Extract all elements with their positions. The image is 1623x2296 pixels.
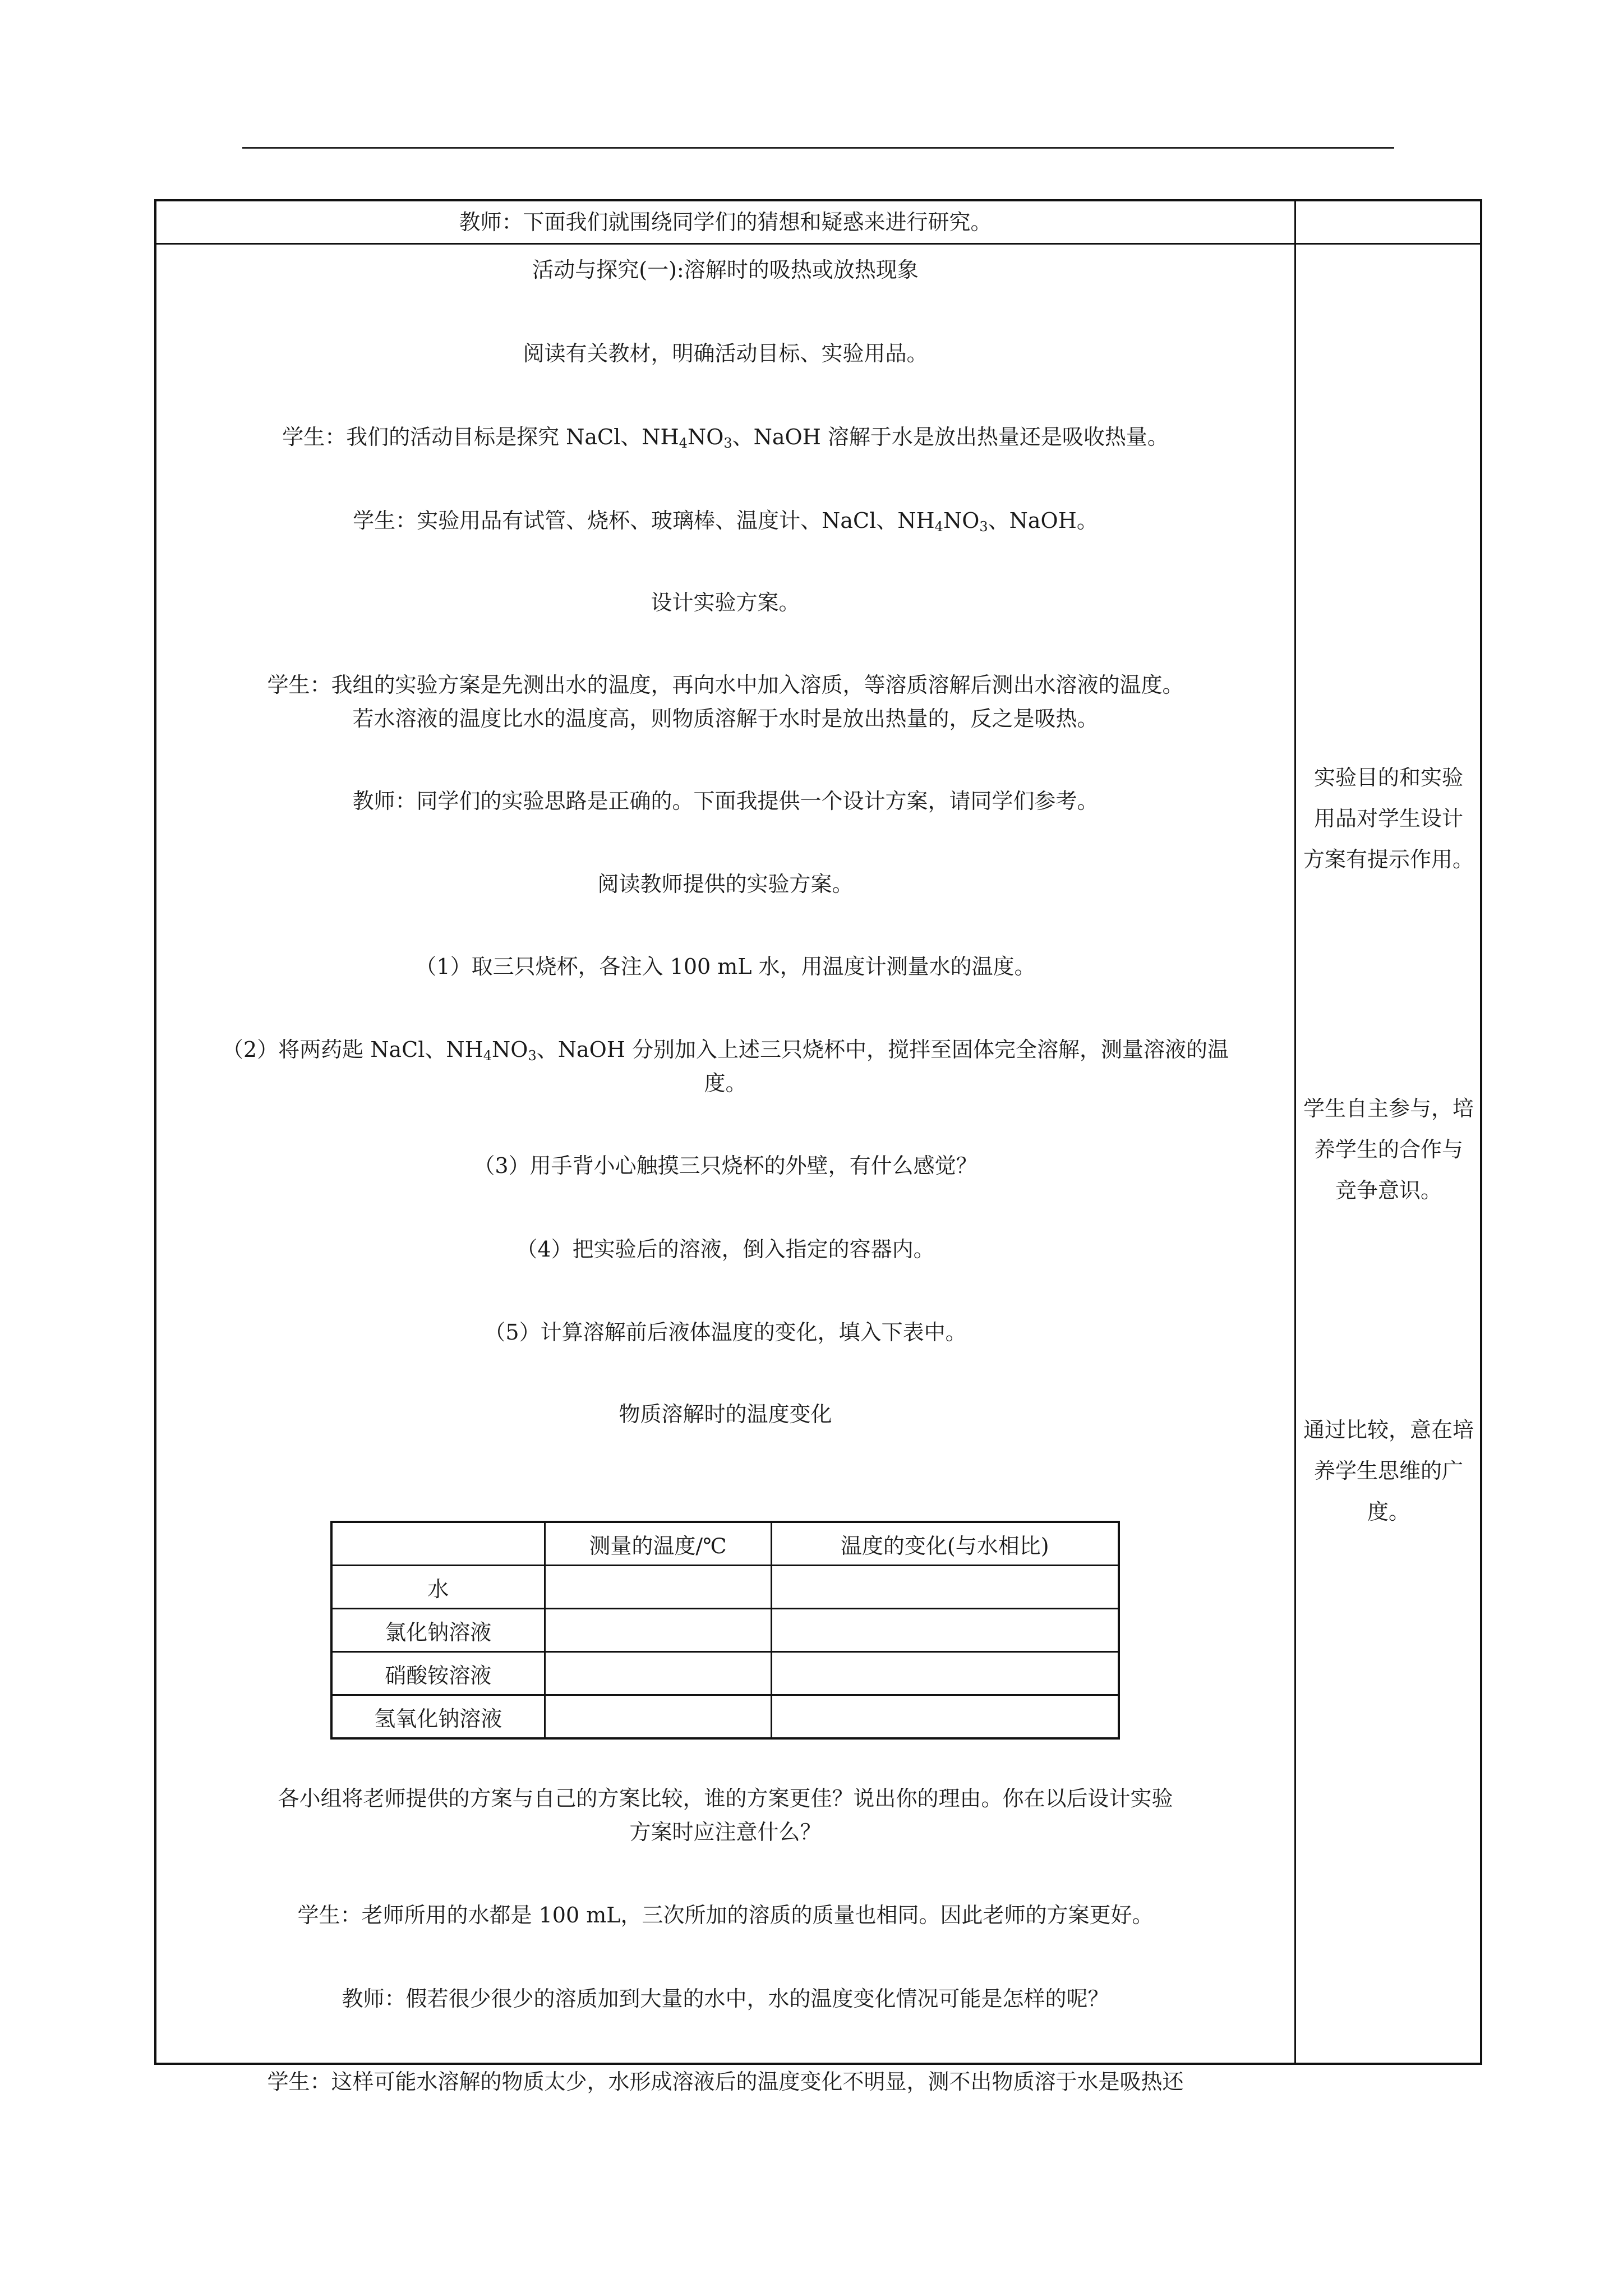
teacher-comment: 教师：同学们的实验思路是正确的。下面我提供一个设计方案，请同学们参考。 [352, 789, 1099, 813]
empty-cell [545, 1695, 771, 1739]
step-2-line2: 度。 [704, 1071, 747, 1096]
step-4: （4）把实验后的溶液，倒入指定的容器内。 [516, 1237, 935, 1262]
table-title: 物质溶解时的温度变化 [619, 1402, 832, 1427]
temperature-table [330, 1521, 1120, 1740]
student-plan-line1: 学生：我组的实验方案是先测出水的温度，再向水中加入溶质，等溶质溶解后测出水溶液的温度。 [267, 673, 1184, 697]
header-rule [242, 147, 1394, 149]
empty-cell [545, 1566, 771, 1609]
table-row [331, 1695, 1119, 1739]
teacher-intro: 教师：下面我们就围绕同学们的猜想和疑惑来进行研究。 [459, 210, 992, 234]
step-5: （5）计算溶解前后液体温度的变化，填入下表中。 [484, 1320, 967, 1345]
row-label: 氯化钠溶液 [331, 1609, 545, 1652]
table-header-row [331, 1522, 1119, 1566]
empty-cell [545, 1609, 771, 1652]
table-header-cell: 测量的温度/℃ [545, 1522, 771, 1566]
read-teacher-plan: 阅读教师提供的实验方案。 [597, 872, 854, 896]
student-answer: 学生：老师所用的水都是 100 mL，三次所加的溶质的质量也相同。因此老师的方案更好。 [297, 1903, 1154, 1927]
design-plan: 设计实验方案。 [651, 590, 800, 615]
empty-cell [771, 1609, 1119, 1652]
empty-cell [771, 1695, 1119, 1739]
table-row [331, 1566, 1119, 1609]
row-label: 氢氧化钠溶液 [331, 1695, 545, 1739]
row-label: 硝酸铵溶液 [331, 1652, 545, 1695]
row-label: 水 [331, 1566, 545, 1609]
empty-cell [771, 1566, 1119, 1609]
read-materials: 阅读有关教材，明确活动目标、实验用品。 [523, 341, 928, 366]
student-answer-2: 学生：这样可能水溶解的物质太少，水形成溶液后的温度变化不明显，测不出物质溶于水是吸热还 [267, 2069, 1184, 2094]
table-row [331, 1652, 1119, 1695]
step-2-line1: （2）将两药匙 NaCl、$NH_4NO_3$、NaOH 分别加入上述三只烧杯中，搅拌至固体完全溶解，测量溶液的温 [222, 1037, 1229, 1064]
student-goal: 学生：我们的活动目标是探究 NaCl、$NH_4NO_3$、NaOH 溶解于水是放出热量还是吸收热量。 [282, 425, 1169, 451]
row-divider [156, 243, 1480, 245]
student-plan-line2: 若水溶液的温度比水的温度高，则物质溶解于水时是放出热量的，反之是吸热。 [352, 706, 1099, 731]
lesson-table: 教师：下面我们就围绕同学们的猜想和疑惑来进行研究。 活动与探究(一):溶解时的吸热或放热现象 阅读有关教材，明确活动目标、实验用品。 学生：我们的活动目标是探究 NaCl、$NH_4NO_3$、NaOH 溶解于水是放出热量还是吸收热量。 学生：实验用品有试管、烧杯、玻璃棒、温度计、NaCl、$NH_4NO_3$、NaOH。 设计实验方案。 学生：我组的实验方案是先测出水的温度，再向水中加入溶质，等溶质溶解后测出水溶液的温度。 若水溶液的温度比水的温度高，则物质溶解于水时是放出热量的，反之是吸热。 教师：同学们的实验思路是正确的。下面我提供一个设计方案，请同学们参考。 阅读教师提供的实验方案。 （1）取三只烧杯，各注入 100 mL 水，用温度计测量水的温度。 （2）将两药匙 NaCl、$NH_4NO_3$、NaOH 分别加入上述三只烧杯中，搅拌至固体完全溶解，测量溶液的温 度。 （3）用手背小心触摸三只烧杯的外壁，有什么感觉？ （4）把实验后的溶液，倒入指定的容器内。 （5）计算溶解前后液体温度的变化，填入下表中。 物质溶解时的温度变化 测量的温度/℃ 温度的变化(与水相比) 水 氯化钠溶液 硝酸铵溶液 氢氧化钠溶液 各小组将老师提供的方案与自己的方案比较，谁的方案更佳？说出你的理由。你在以后设计实验 方案时应注意什么？ 学生：老师所用的水都是 100 mL，三次所加的溶质的质量也相同。因此老师的方案更好。 教师：假若很少很少的溶质加到大量的水中，水的温度变化情况可能是怎样的呢？ 学生：这样可能水溶解的物质太少，水形成溶液后的温度变化不明显，测不出物质溶于水是吸热还 实验目的和实验 用品对学生设计 方案有提示作用。 学生自主参与，培 养学生的合作与 竞争意识。 通过比较，意在培 养学生思维的广 度。 [154, 199, 1482, 2065]
table-header-cell [331, 1522, 545, 1566]
student-materials: 学生：实验用品有试管、烧杯、玻璃棒、温度计、NaCl、$NH_4NO_3$、NaOH。 [353, 508, 1098, 535]
compare-line1: 各小组将老师提供的方案与自己的方案比较，谁的方案更佳？说出你的理由。你在以后设计实验 [278, 1786, 1173, 1811]
table-header-cell: 温度的变化(与水相比) [771, 1522, 1119, 1566]
teacher-question: 教师：假若很少很少的溶质加到大量的水中，水的温度变化情况可能是怎样的呢？ [342, 1986, 1109, 2011]
column-divider [1294, 201, 1296, 2063]
step-1: （1）取三只烧杯，各注入 100 mL 水，用温度计测量水的温度。 [415, 954, 1036, 979]
compare-line2: 方案时应注意什么？ [629, 1820, 822, 1844]
empty-cell [771, 1652, 1119, 1695]
empty-cell [545, 1652, 771, 1695]
activity-title: 活动与探究(一):溶解时的吸热或放热现象 [532, 257, 919, 282]
step-3: （3）用手背小心触摸三只烧杯的外壁，有什么感觉？ [473, 1153, 978, 1178]
table-row [331, 1609, 1119, 1652]
